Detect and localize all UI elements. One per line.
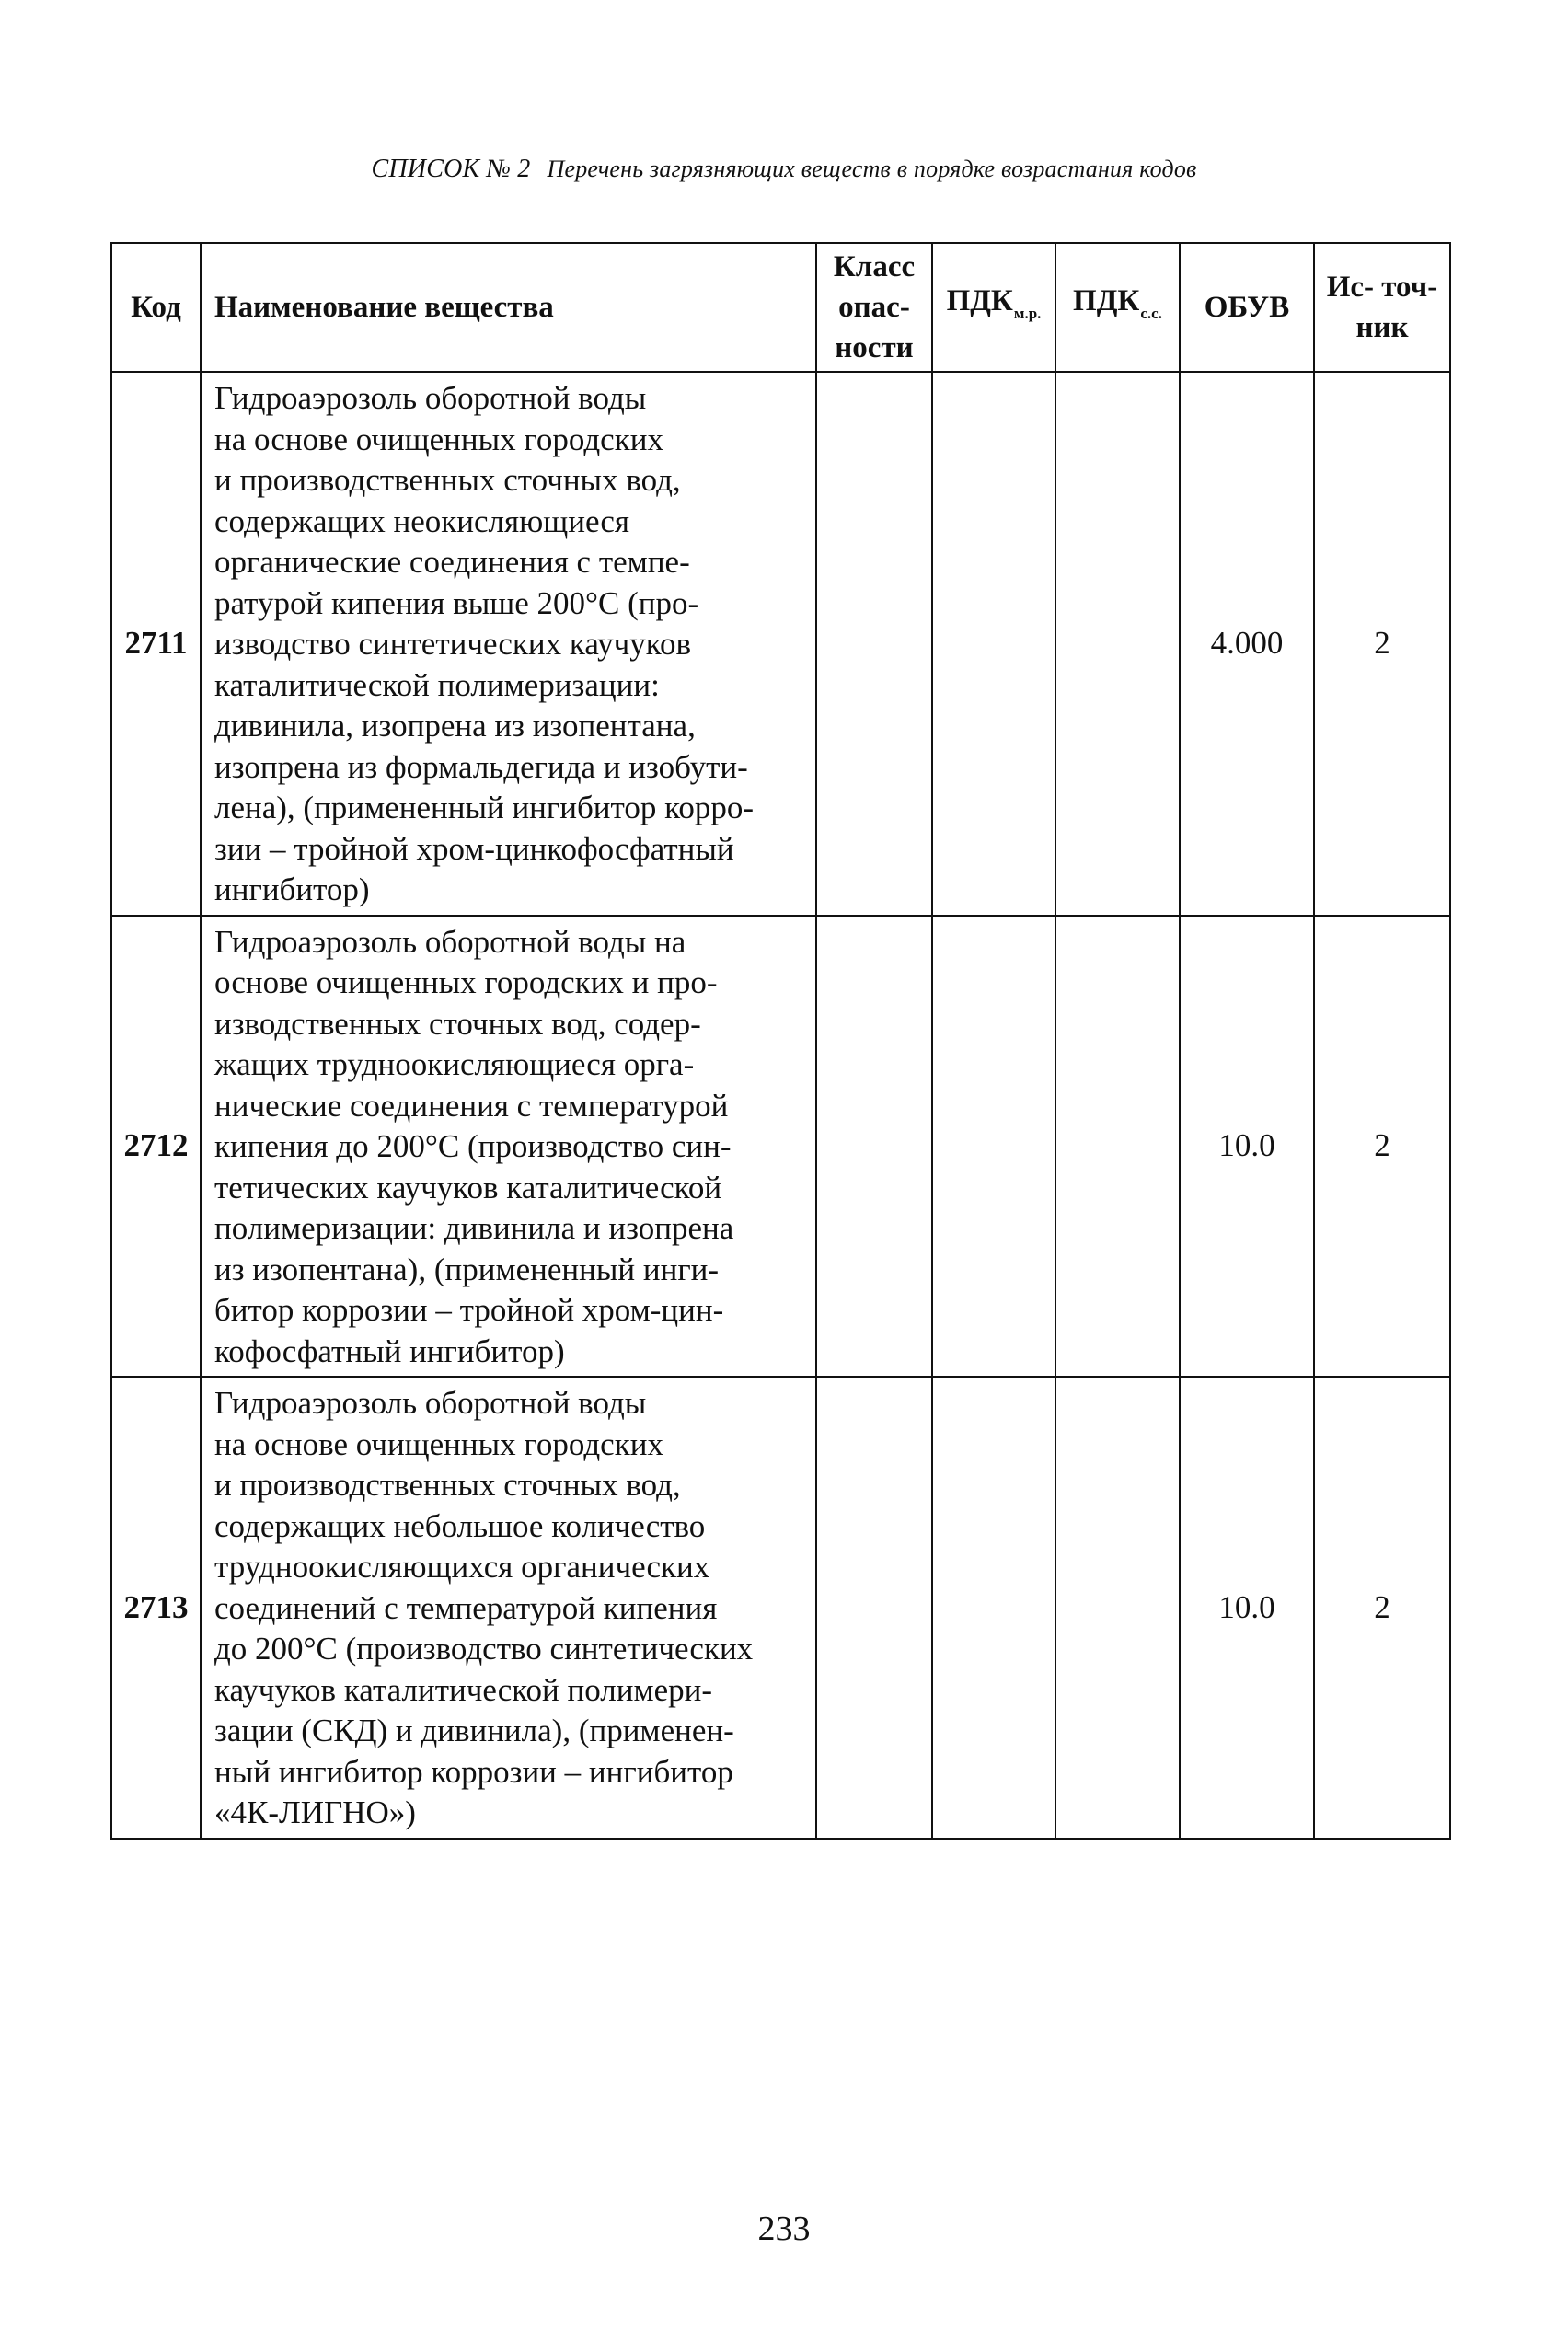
cell-source: 2: [1314, 372, 1450, 916]
pdk-ss-subscript: с.с.: [1140, 305, 1162, 322]
list-title: Перечень загрязняющих веществ в порядке возрастания кодов: [547, 156, 1197, 182]
list-number: СПИСОК № 2: [371, 155, 531, 183]
cell-pdk-ss: [1055, 372, 1180, 916]
cell-source: 2: [1314, 916, 1450, 1378]
table-row: [111, 916, 1450, 1378]
cell-pdk-mr: [932, 916, 1055, 1378]
cell-obuv: 10.0: [1180, 916, 1314, 1378]
cell-pdk-mr: [932, 372, 1055, 916]
cell-pdk-ss: [1055, 1377, 1180, 1839]
cell-hazard-class: [816, 1377, 932, 1839]
cell-obuv: 10.0: [1180, 1377, 1314, 1839]
cell-pdk-mr: [932, 1377, 1055, 1839]
cell-pdk-ss: [1055, 916, 1180, 1378]
cell-code: 2712: [111, 916, 201, 1378]
pdk-mr-subscript: м.р.: [1013, 305, 1042, 322]
col-header-code: Код: [111, 243, 201, 372]
page-header: [110, 155, 1458, 184]
pdk-ss-label: ПДК: [1073, 284, 1140, 317]
cell-code: 2713: [111, 1377, 201, 1839]
cell-source: 2: [1314, 1377, 1450, 1839]
table-row: [111, 1377, 1450, 1839]
table-header-row: [111, 243, 1450, 372]
col-header-obuv: ОБУВ: [1180, 243, 1314, 372]
pdk-mr-label: ПДК: [946, 284, 1013, 317]
cell-hazard-class: [816, 372, 932, 916]
cell-hazard-class: [816, 916, 932, 1378]
cell-name: Гидроаэрозоль оборотной воды на основе очищенных городских и производственных сточных вод, содержащих неокисляющиеся органические соединения с темпе- ратурой кипения выше 200°С (про- изводство синтетических каучуков каталитической полимеризации: дивинила, изопрена из изопентана, изопрена из формальдегида и изобути- лена), (примененный ингибитор корро- зии – тройной хром-цинкофосфатный ингибитор): [201, 372, 816, 916]
col-header-hazard-class: Класс опас- ности: [816, 243, 932, 372]
cell-name: Гидроаэрозоль оборотной воды на основе очищенных городских и про- изводственных сточных вод, содер- жащих трудноокисляющиеся орга- нические соединения с температурой кипения до 200°С (производство син- тетических каучуков каталитической полимеризации: дивинила и изопрена из изопентана), (примененный инги- битор коррозии – тройной хром-цин- кофосфатный ингибитор): [201, 916, 816, 1378]
col-header-pdk-ss: [1055, 243, 1180, 372]
substances-table: [110, 242, 1451, 1840]
col-header-source: Ис- точ- ник: [1314, 243, 1450, 372]
col-header-name: Наименование вещества: [201, 243, 816, 372]
page-number: 233: [757, 2209, 811, 2248]
cell-name: Гидроаэрозоль оборотной воды на основе очищенных городских и производственных сточных вод, содержащих небольшое количество трудноокисляющихся органических соединений с температурой кипения до 200°С (производство синтетических каучуков каталитической полимери- зации (СКД) и дивинила), (применен- ный ингибитор коррозии – ингибитор «4К-ЛИГНО»): [201, 1377, 816, 1839]
cell-code: 2711: [111, 372, 201, 916]
col-header-pdk-mr: [932, 243, 1055, 372]
cell-obuv: 4.000: [1180, 372, 1314, 916]
table-row: [111, 372, 1450, 916]
